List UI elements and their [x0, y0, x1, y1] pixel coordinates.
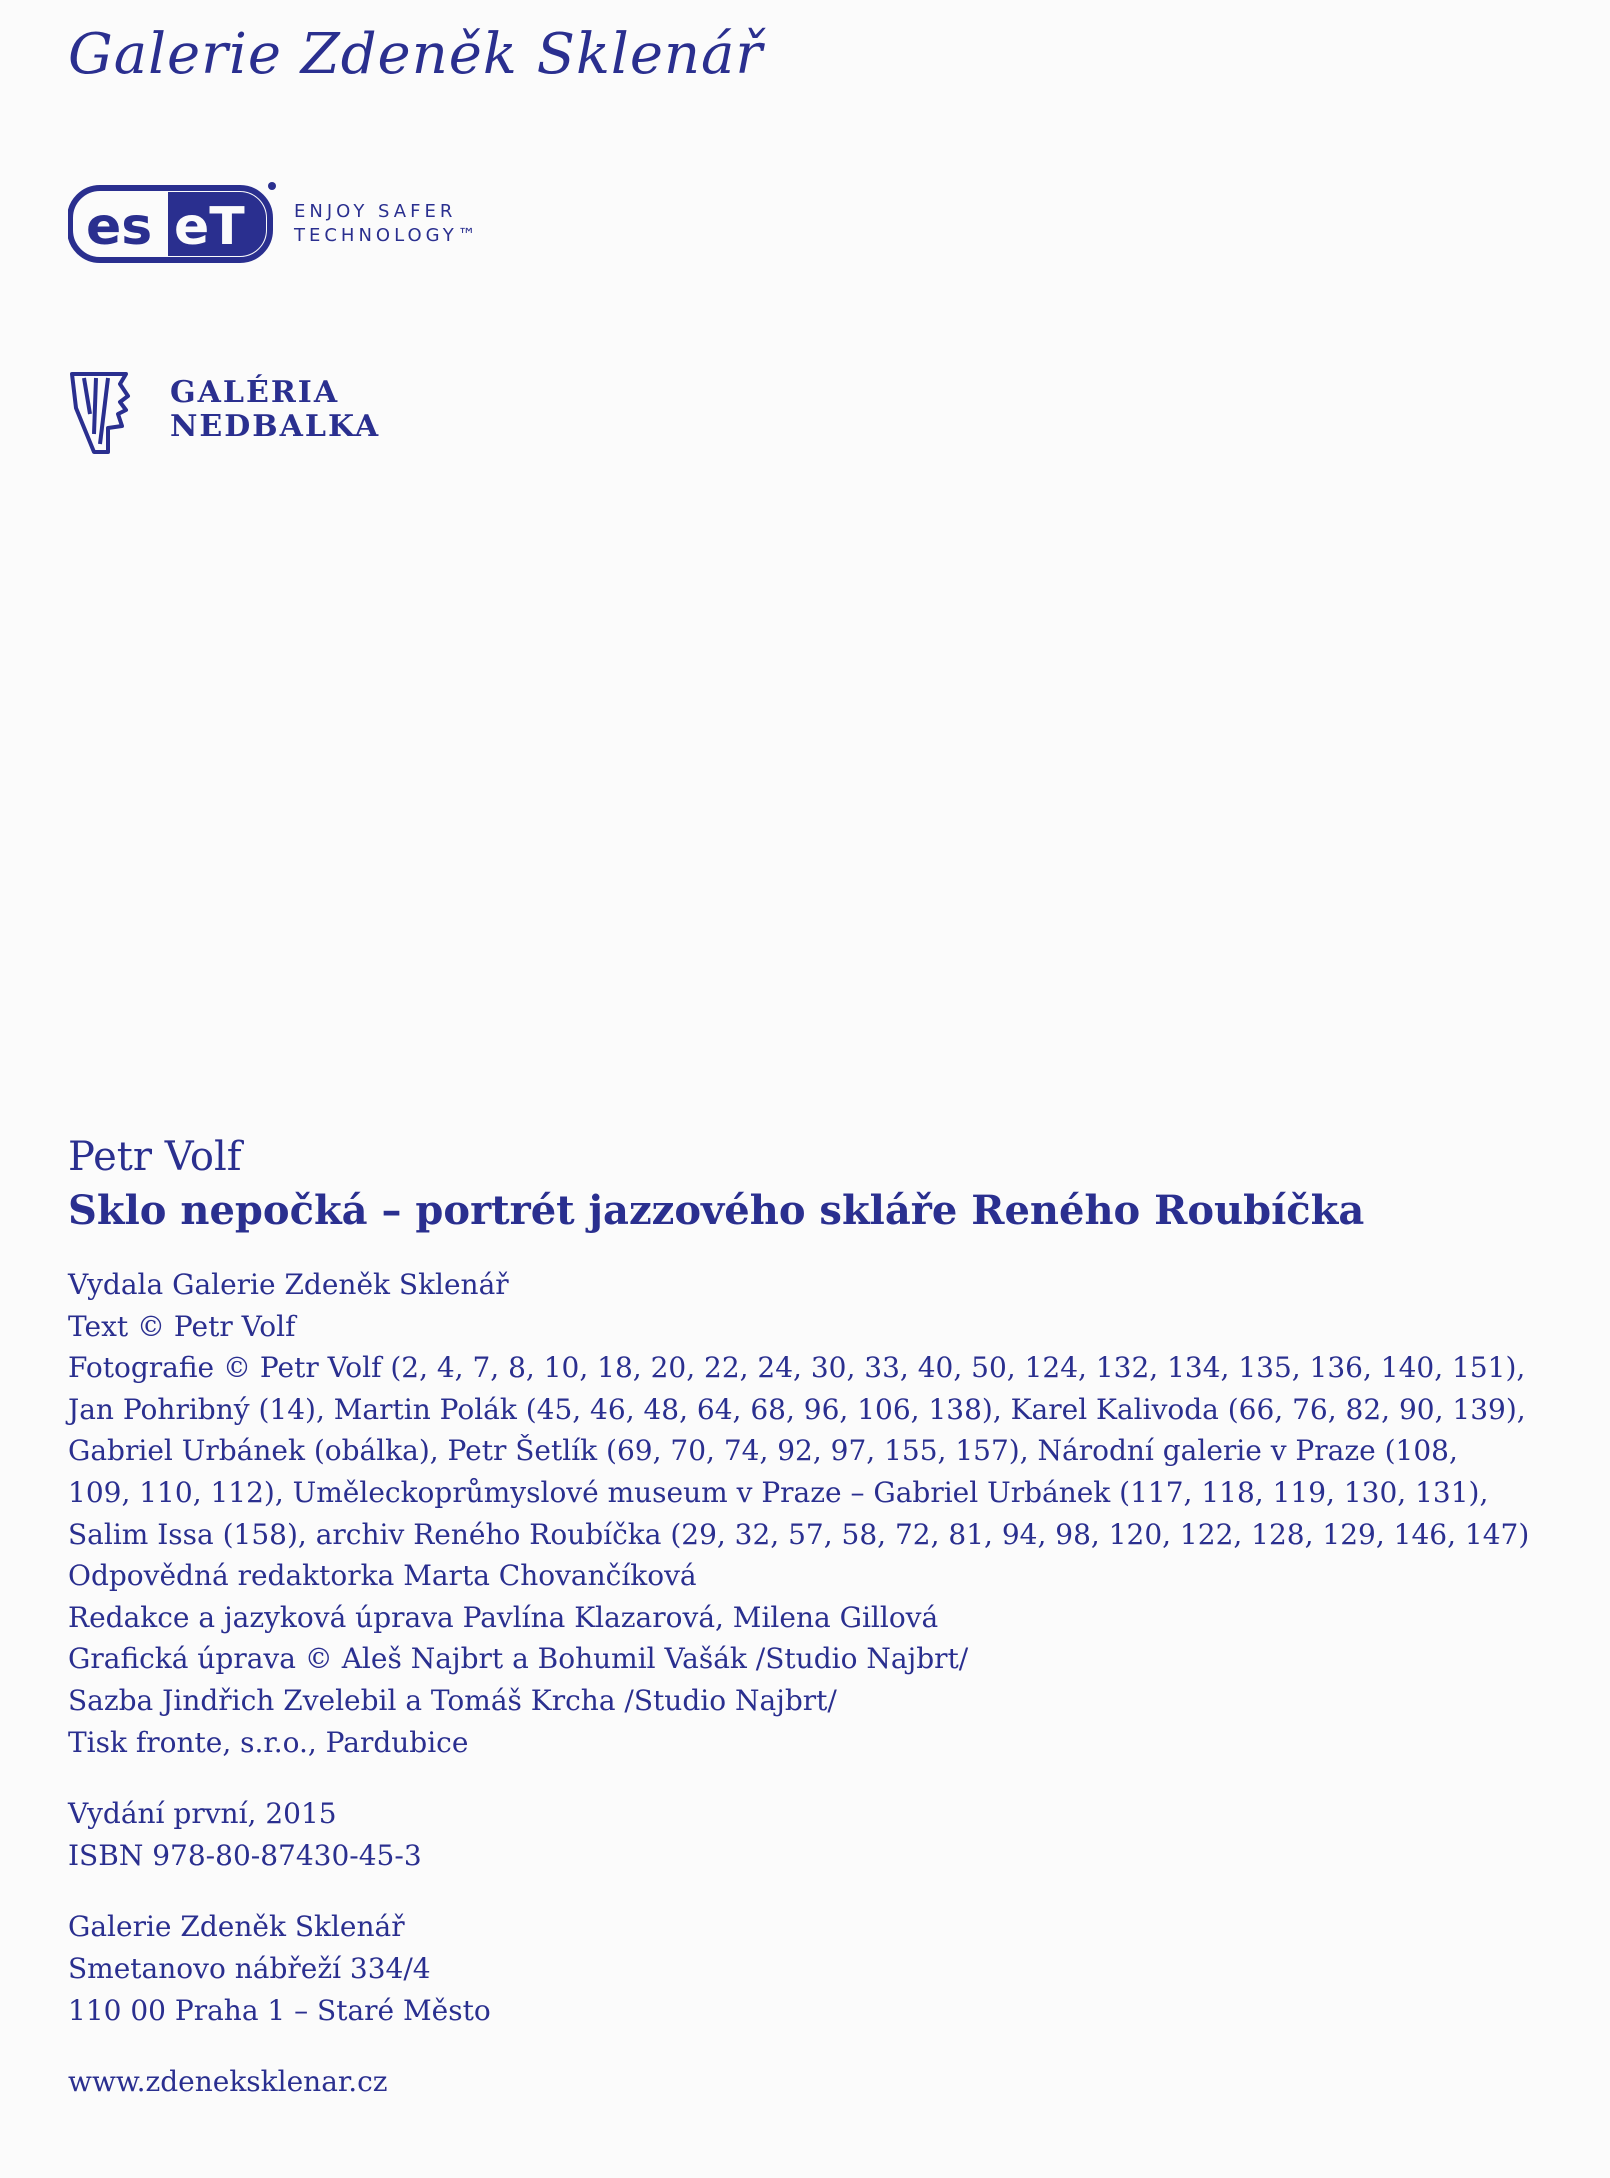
address-line: 110 00 Praha 1 – Staré Město — [68, 1993, 491, 2027]
credit-line: Gabriel Urbánek (obálka), Petr Šetlík (69, 70, 74, 92, 97, 155, 157), Národní galerie v Praze (108, — [68, 1434, 1458, 1468]
svg-text:eT: eT — [174, 197, 245, 257]
credit-line: Text © Petr Volf — [68, 1309, 296, 1343]
edition-line: Vydání první, 2015 — [68, 1797, 337, 1831]
address-line: Galerie Zdeněk Sklenář — [68, 1910, 405, 1944]
credit-line: Redakce a jazyková úprava Pavlína Klazarová, Milena Gillová — [68, 1600, 939, 1634]
eset-logo — [68, 180, 478, 270]
nedbalka-profile-icon — [68, 368, 150, 456]
book-title: Sklo nepočká – portrét jazzového skláře Reného Roubíčka — [68, 1187, 1365, 1234]
credit-line: Sazba Jindřich Zvelebil a Tomáš Krcha /Studio Najbrt/ — [68, 1683, 837, 1717]
credit-line: Vydala Galerie Zdeněk Sklenář — [68, 1268, 509, 1301]
svg-text:es: es — [86, 197, 153, 257]
isbn: ISBN 978-80-87430-45-3 — [68, 1838, 422, 1872]
galerie-script-logo: Galerie Zdeněk Sklenář — [68, 22, 764, 87]
credit-line: Fotografie © Petr Volf (2, 4, 7, 8, 10, 18, 20, 22, 24, 30, 33, 40, 50, 124, 132, 134, 135, 136, 140, 151), — [68, 1351, 1526, 1385]
book-author: Petr Volf — [68, 1134, 242, 1180]
nedbalka-wordmark: GALÉRIA NEDBALKA — [170, 375, 381, 444]
credit-line: Odpovědná redaktorka Marta Chovančíková — [68, 1559, 697, 1593]
website: www.zdeneksklenar.cz — [68, 2065, 388, 2099]
address-line: Smetanovo nábřeží 334/4 — [68, 1951, 431, 1985]
credit-line: Salim Issa (158), archiv Reného Roubíčka (29, 32, 57, 58, 72, 81, 94, 98, 120, 122, 128, 129, 146, 147) — [68, 1517, 1530, 1551]
credit-line: Jan Pohribný (14), Martin Polák (45, 46, 48, 64, 68, 96, 106, 138), Karel Kalivoda (66, 76, 82, 90, 139), — [68, 1392, 1526, 1426]
colophon — [68, 1130, 1548, 2103]
eset-wordmark-icon — [68, 180, 278, 266]
credit-line: Grafická úprava © Aleš Najbrt a Bohumil Vašák /Studio Najbrt/ — [68, 1642, 969, 1676]
galeria-nedbalka-logo — [68, 368, 468, 458]
website-block — [68, 2061, 1548, 2103]
credit-line: Tisk fronte, s.r.o., Pardubice — [68, 1725, 469, 1759]
address-block — [68, 1906, 1548, 2031]
credit-line: 109, 110, 112), Uměleckoprůmyslové museum v Praze – Gabriel Urbánek (117, 118, 119, 130, 131), — [68, 1475, 1489, 1509]
edition-block — [68, 1793, 1548, 1876]
credits-block — [68, 1264, 1548, 1763]
eset-tagline: ENJOY SAFER TECHNOLOGY™ — [294, 201, 480, 246]
